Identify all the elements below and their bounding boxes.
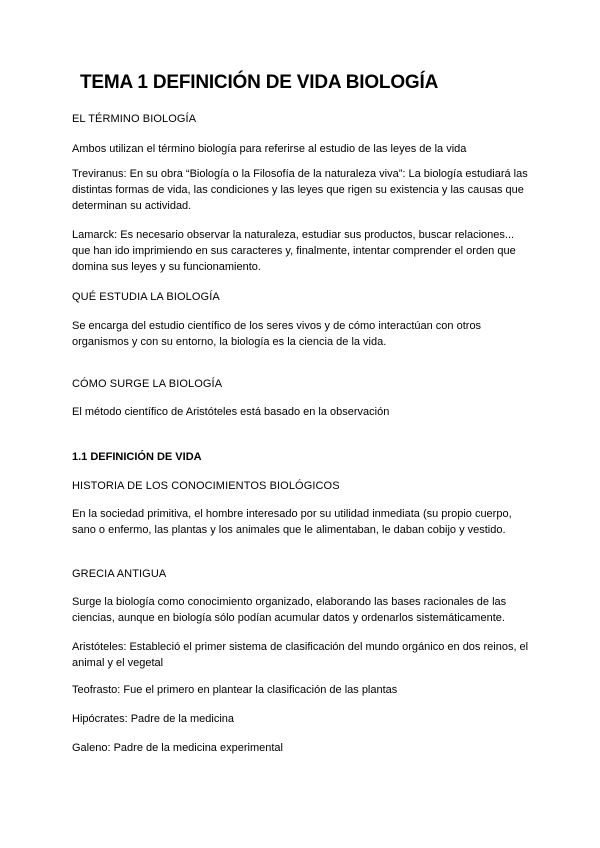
paragraph-aristoteles: Aristóteles: Estableció el primer sistema de clasificación del mundo orgánico en dos reinos, el animal y el vegetal: [72, 641, 529, 669]
paragraph-treviranus: Treviranus: En su obra “Biología o la Filosofía de la naturaleza viva”: La biología estudiará las distintas formas de vida, las condiciones y las leyes que rigen su existencia y las causas que determinan su actividad.: [72, 168, 528, 212]
paragraph-que-estudia: Se encarga del estudio científico de los seres vivos y de cómo interactúan con otros organismos y con su entorno, la biología es la ciencia de la vida.: [72, 320, 482, 348]
paragraph-grecia: Surge la biología como conocimiento organizado, elaborando las bases racionales de las ciencias, aunque en biología sólo podían acumular datos y ordenarlos sistemáticamente.: [72, 596, 507, 624]
section-label-que-estudia: QUÉ ESTUDIA LA BIOLOGÍA: [72, 291, 220, 303]
paragraph-teofrasto: Teofrasto: Fue el primero en plantear la clasificación de las plantas: [72, 684, 398, 696]
page-title: TEMA 1 DEFINICIÓN DE VIDA BIOLOGÍA: [80, 72, 439, 93]
paragraph-ambos: Ambos utilizan el término biología para referirse al estudio de las leyes de la vida: [72, 143, 467, 155]
section-label-termino: EL TÉRMINO BIOLOGÍA: [72, 113, 197, 125]
subheading-definicion-vida: 1.1 DEFINICIÓN DE VIDA: [72, 451, 202, 463]
paragraph-lamarck: Lamarck: Es necesario observar la naturaleza, estudiar sus productos, buscar relaciones... que han ido imprimiendo en sus caracteres y, finalmente, intentar comprender el orden que domina sus leyes y su funcionamiento.: [72, 229, 516, 273]
paragraph-galeno: Galeno: Padre de la medicina experimental: [72, 742, 283, 754]
paragraph-hipocrates: Hipócrates: Padre de la medicina: [72, 713, 235, 725]
section-label-como-surge: CÓMO SURGE LA BIOLOGÍA: [72, 378, 223, 390]
paragraph-sociedad-primitiva: En la sociedad primitiva, el hombre interesado por su utilidad inmediata (su propio cuerpo, sano o enfermo, las plantas y los animales que le alimentaban, le daban cobijo y vestido.: [72, 508, 512, 536]
section-label-grecia: GRECIA ANTIGUA: [72, 568, 167, 580]
paragraph-metodo: El método científico de Aristóteles está basado en la observación: [72, 406, 390, 418]
section-label-historia: HISTORIA DE LOS CONOCIMIENTOS BIOLÓGICOS: [72, 480, 340, 492]
